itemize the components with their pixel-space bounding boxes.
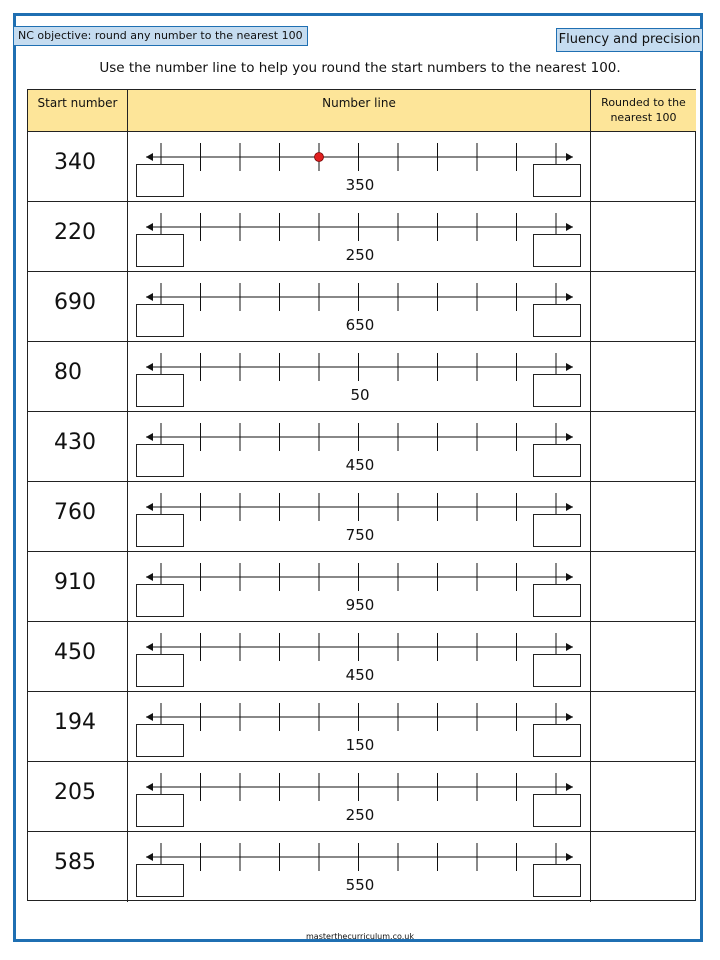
start-number-cell — [28, 132, 128, 201]
table-row — [28, 412, 695, 482]
table-row — [28, 832, 695, 902]
start-number-cell — [28, 552, 128, 621]
start-number-cell — [28, 692, 128, 761]
arrow-right-icon — [566, 153, 573, 161]
lower-hundred-box[interactable] — [136, 304, 184, 337]
arrow-left-icon — [146, 573, 153, 581]
table-row — [28, 692, 695, 762]
lower-hundred-box[interactable] — [136, 234, 184, 267]
arrow-left-icon — [146, 223, 153, 231]
upper-hundred-box[interactable] — [533, 584, 581, 617]
arrow-left-icon — [146, 783, 153, 791]
start-number: 340 — [54, 150, 96, 175]
rounded-answer-cell[interactable] — [591, 832, 695, 902]
number-line-cell — [128, 692, 591, 761]
number-line-cell — [128, 342, 591, 411]
number-line-cell — [128, 552, 591, 621]
midpoint-label: 350 — [345, 176, 375, 194]
upper-hundred-box[interactable] — [533, 444, 581, 477]
arrow-left-icon — [146, 293, 153, 301]
lower-hundred-box[interactable] — [136, 724, 184, 757]
midpoint-label: 50 — [350, 386, 370, 404]
rounded-answer-cell[interactable] — [591, 132, 695, 201]
upper-hundred-box[interactable] — [533, 234, 581, 267]
start-number-cell — [28, 342, 128, 411]
midpoint-label: 750 — [345, 526, 375, 544]
midpoint-label: 450 — [345, 456, 375, 474]
lower-hundred-box[interactable] — [136, 794, 184, 827]
arrow-right-icon — [566, 643, 573, 651]
start-number: 760 — [54, 500, 96, 525]
arrow-right-icon — [566, 713, 573, 721]
number-line-cell — [128, 132, 591, 201]
start-number-cell — [28, 832, 128, 902]
number-line-cell — [128, 412, 591, 481]
rounded-answer-cell[interactable] — [591, 202, 695, 271]
rounded-answer-cell[interactable] — [591, 412, 695, 481]
table-row — [28, 272, 695, 342]
table-row — [28, 622, 695, 692]
start-number: 194 — [54, 710, 96, 735]
arrow-left-icon — [146, 853, 153, 861]
arrow-right-icon — [566, 293, 573, 301]
start-number: 430 — [54, 430, 96, 455]
start-number-cell — [28, 482, 128, 551]
start-number: 910 — [54, 570, 96, 595]
lower-hundred-box[interactable] — [136, 864, 184, 897]
worksheet-table — [27, 89, 696, 901]
start-number-cell — [28, 622, 128, 691]
arrow-left-icon — [146, 713, 153, 721]
table-row — [28, 202, 695, 272]
arrow-left-icon — [146, 643, 153, 651]
start-number: 450 — [54, 640, 96, 665]
arrow-left-icon — [146, 363, 153, 371]
start-number: 205 — [54, 780, 96, 805]
number-line-cell — [128, 832, 591, 902]
midpoint-label: 250 — [345, 246, 375, 264]
table-row — [28, 482, 695, 552]
arrow-right-icon — [566, 433, 573, 441]
number-line-cell — [128, 622, 591, 691]
upper-hundred-box[interactable] — [533, 864, 581, 897]
upper-hundred-box[interactable] — [533, 654, 581, 687]
midpoint-label: 450 — [345, 666, 375, 684]
start-number: 220 — [54, 220, 96, 245]
arrow-right-icon — [566, 503, 573, 511]
number-line-cell — [128, 482, 591, 551]
footer-url: masterthecurriculum.co.uk — [306, 932, 414, 941]
start-number: 585 — [54, 850, 96, 875]
upper-hundred-box[interactable] — [533, 164, 581, 197]
lower-hundred-box[interactable] — [136, 164, 184, 197]
number-line-cell — [128, 762, 591, 831]
table-row — [28, 132, 695, 202]
midpoint-label: 250 — [345, 806, 375, 824]
header-rounded: Rounded to the nearest 100 — [591, 90, 696, 132]
objective-label: NC objective: round any number to the nearest 100 — [13, 26, 308, 46]
midpoint-label: 550 — [345, 876, 375, 894]
upper-hundred-box[interactable] — [533, 794, 581, 827]
rounded-answer-cell[interactable] — [591, 482, 695, 551]
upper-hundred-box[interactable] — [533, 724, 581, 757]
midpoint-label: 950 — [345, 596, 375, 614]
rounded-answer-cell[interactable] — [591, 552, 695, 621]
arrow-left-icon — [146, 503, 153, 511]
arrow-right-icon — [566, 853, 573, 861]
lower-hundred-box[interactable] — [136, 374, 184, 407]
rounded-answer-cell[interactable] — [591, 622, 695, 691]
arrow-left-icon — [146, 153, 153, 161]
start-number-cell — [28, 412, 128, 481]
arrow-right-icon — [566, 363, 573, 371]
start-number-cell — [28, 762, 128, 831]
number-line-cell — [128, 272, 591, 341]
rounded-answer-cell[interactable] — [591, 342, 695, 411]
arrow-right-icon — [566, 783, 573, 791]
arrow-left-icon — [146, 433, 153, 441]
midpoint-label: 150 — [345, 736, 375, 754]
midpoint-label: 650 — [345, 316, 375, 334]
start-number-cell — [28, 202, 128, 271]
rounded-answer-cell[interactable] — [591, 692, 695, 761]
rounded-answer-cell[interactable] — [591, 762, 695, 831]
arrow-right-icon — [566, 573, 573, 581]
upper-hundred-box[interactable] — [533, 374, 581, 407]
arrow-right-icon — [566, 223, 573, 231]
number-line-cell — [128, 202, 591, 271]
header-number-line: Number line — [128, 90, 591, 132]
start-number: 690 — [54, 290, 96, 315]
start-number: 80 — [54, 360, 82, 385]
lower-hundred-box[interactable] — [136, 654, 184, 687]
fluency-tag: Fluency and precision — [556, 28, 703, 52]
start-marker-dot — [315, 153, 324, 162]
lower-hundred-box[interactable] — [136, 584, 184, 617]
start-number-cell — [28, 272, 128, 341]
upper-hundred-box[interactable] — [533, 304, 581, 337]
lower-hundred-box[interactable] — [136, 514, 184, 547]
table-row — [28, 762, 695, 832]
upper-hundred-box[interactable] — [533, 514, 581, 547]
table-row — [28, 552, 695, 622]
header-start-number: Start number — [28, 90, 128, 132]
table-row — [28, 342, 695, 412]
rounded-answer-cell[interactable] — [591, 272, 695, 341]
lower-hundred-box[interactable] — [136, 444, 184, 477]
instruction-text: Use the number line to help you round the start numbers to the nearest 100. — [99, 60, 621, 76]
